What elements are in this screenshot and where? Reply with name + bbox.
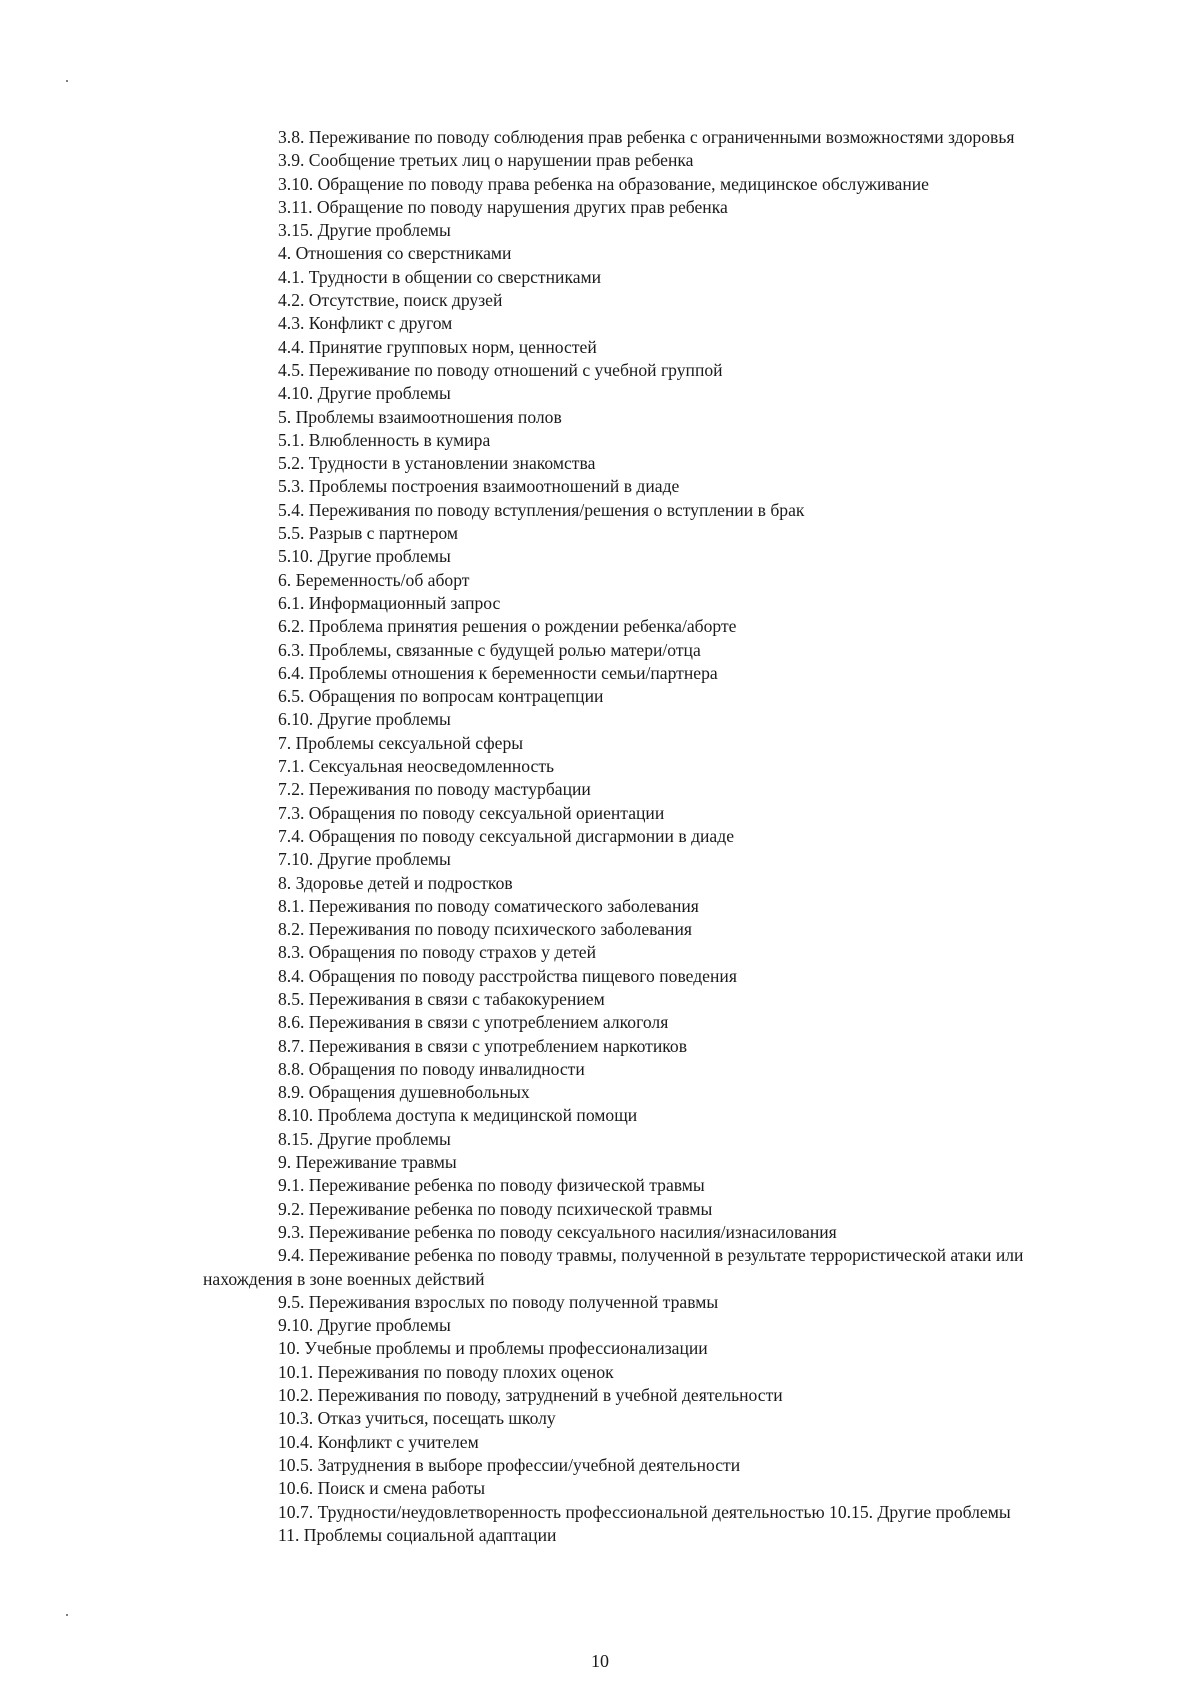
document-line: 5.1. Влюбленность в кумира xyxy=(278,429,491,450)
document-line: 4.1. Трудности в общении со сверстниками xyxy=(278,266,602,287)
document-line: 8.10. Проблема доступа к медицинской помощи xyxy=(278,1105,638,1126)
document-line: 4.10. Другие проблемы xyxy=(278,383,451,404)
document-line: 9.3. Переживание ребенка по поводу сексуального насилия/изнасилования xyxy=(278,1221,837,1242)
document-line: 8.4. Обращения по поводу расстройства пищевого поведения xyxy=(278,965,737,986)
document-line: 10.1. Переживания по поводу плохих оценок xyxy=(278,1361,614,1382)
document-line: 4. Отношения со сверстниками xyxy=(278,243,512,264)
document-line: 8.3. Обращения по поводу страхов у детей xyxy=(278,942,596,963)
document-line: 5.2. Трудности в установлении знакомства xyxy=(278,453,596,474)
document-line: 10.3. Отказ учиться, посещать школу xyxy=(278,1408,556,1429)
document-line: 7.10. Другие проблемы xyxy=(278,849,451,870)
document-line: 3.11. Обращение по поводу нарушения других прав ребенка xyxy=(278,196,728,217)
document-line: 8.5. Переживания в связи с табакокурением xyxy=(278,988,605,1009)
document-line: 7.4. Обращения по поводу сексуальной дисгармонии в диаде xyxy=(278,825,735,846)
document-line: 7.1. Сексуальная неосведомленность xyxy=(278,756,555,777)
document-line: 6. Беременность/об аборт xyxy=(278,569,470,590)
document-line: 3.9. Сообщение третьих лиц о нарушении прав ребенка xyxy=(278,150,694,171)
document-line: 9.10. Другие проблемы xyxy=(278,1315,451,1336)
document-body xyxy=(203,126,1103,1547)
document-line: 5. Проблемы взаимоотношения полов xyxy=(278,406,562,427)
document-line: 9.5. Переживания взрослых по поводу полученной травмы xyxy=(278,1291,719,1312)
document-line: 9.2. Переживание ребенка по поводу психической травмы xyxy=(278,1198,713,1219)
document-line: 6.4. Проблемы отношения к беременности семьи/партнера xyxy=(278,662,718,683)
document-line: 9.1. Переживание ребенка по поводу физической травмы xyxy=(278,1175,705,1196)
document-line: 10.2. Переживания по поводу, затруднений в учебной деятельности xyxy=(278,1385,783,1406)
document-line: 11. Проблемы социальной адаптации xyxy=(278,1524,557,1545)
document-line: 4.3. Конфликт с другом xyxy=(278,313,453,334)
scan-speck xyxy=(66,1614,68,1616)
document-line: 9. Переживание травмы xyxy=(278,1152,457,1173)
document-line: 8.6. Переживания в связи с употреблением алкоголя xyxy=(278,1012,669,1033)
document-line: 7.3. Обращения по поводу сексуальной ориентации xyxy=(278,802,665,823)
document-line: 8.8. Обращения по поводу инвалидности xyxy=(278,1058,585,1079)
document-line: 10. Учебные проблемы и проблемы профессионализации xyxy=(278,1338,708,1359)
document-line: 10.7. Трудности/неудовлетворенность профессиональной деятельностью 10.15. Другие проблемы xyxy=(278,1501,1011,1522)
document-line: 6.1. Информационный запрос xyxy=(278,592,501,613)
document-line: 3.15. Другие проблемы xyxy=(278,220,451,241)
document-line: 4.5. Переживание по поводу отношений с учебной группой xyxy=(278,359,723,380)
document-line: 8.1. Переживания по поводу соматического заболевания xyxy=(278,895,699,916)
document-line: 4.2. Отсутствие, поиск друзей xyxy=(278,290,503,311)
document-line: 10.6. Поиск и смена работы xyxy=(278,1478,486,1499)
document-line: 6.10. Другие проблемы xyxy=(278,709,451,730)
document-line: 7. Проблемы сексуальной сферы xyxy=(278,732,524,753)
document-line: 3.10. Обращение по поводу права ребенка на образование, медицинское обслуживание xyxy=(278,173,929,194)
document-line: 5.10. Другие проблемы xyxy=(278,546,451,567)
document-line: 5.4. Переживания по поводу вступления/решения о вступлении в брак xyxy=(278,499,805,520)
page-number: 10 xyxy=(591,1651,609,1671)
document-line: 4.4. Принятие групповых норм, ценностей xyxy=(278,336,597,357)
document-line: 8.9. Обращения душевнобольных xyxy=(278,1082,530,1103)
document-line: 6.3. Проблемы, связанные с будущей ролью матери/отца xyxy=(278,639,701,660)
document-line: 5.5. Разрыв с партнером xyxy=(278,523,458,544)
document-line: 8.15. Другие проблемы xyxy=(278,1128,451,1149)
document-line: 10.4. Конфликт с учителем xyxy=(278,1431,479,1452)
document-line: 8.7. Переживания в связи с употреблением наркотиков xyxy=(278,1035,688,1056)
document-line: 8. Здоровье детей и подростков xyxy=(278,872,513,893)
document-line: 6.2. Проблема принятия решения о рождении ребенка/аборте xyxy=(278,616,737,637)
document-line: 3.8. Переживание по поводу соблюдения прав ребенка с ограниченными возможностями здоровья xyxy=(278,127,1015,147)
document-line: 8.2. Переживания по поводу психического заболевания xyxy=(278,919,692,940)
scan-speck xyxy=(66,80,68,82)
document-line: 5.3. Проблемы построения взаимоотношений в диаде xyxy=(278,476,680,497)
document-line: 10.5. Затруднения в выборе профессии/учебной деятельности xyxy=(278,1454,741,1475)
document-line: 7.2. Переживания по поводу мастурбации xyxy=(278,779,591,800)
document-line: 6.5. Обращения по вопросам контрацепции xyxy=(278,686,604,707)
document-line: 9.4. Переживание ребенка по поводу травмы, полученной в результате террористической атаки или нахождения в зоне военных действий xyxy=(203,1245,1024,1289)
